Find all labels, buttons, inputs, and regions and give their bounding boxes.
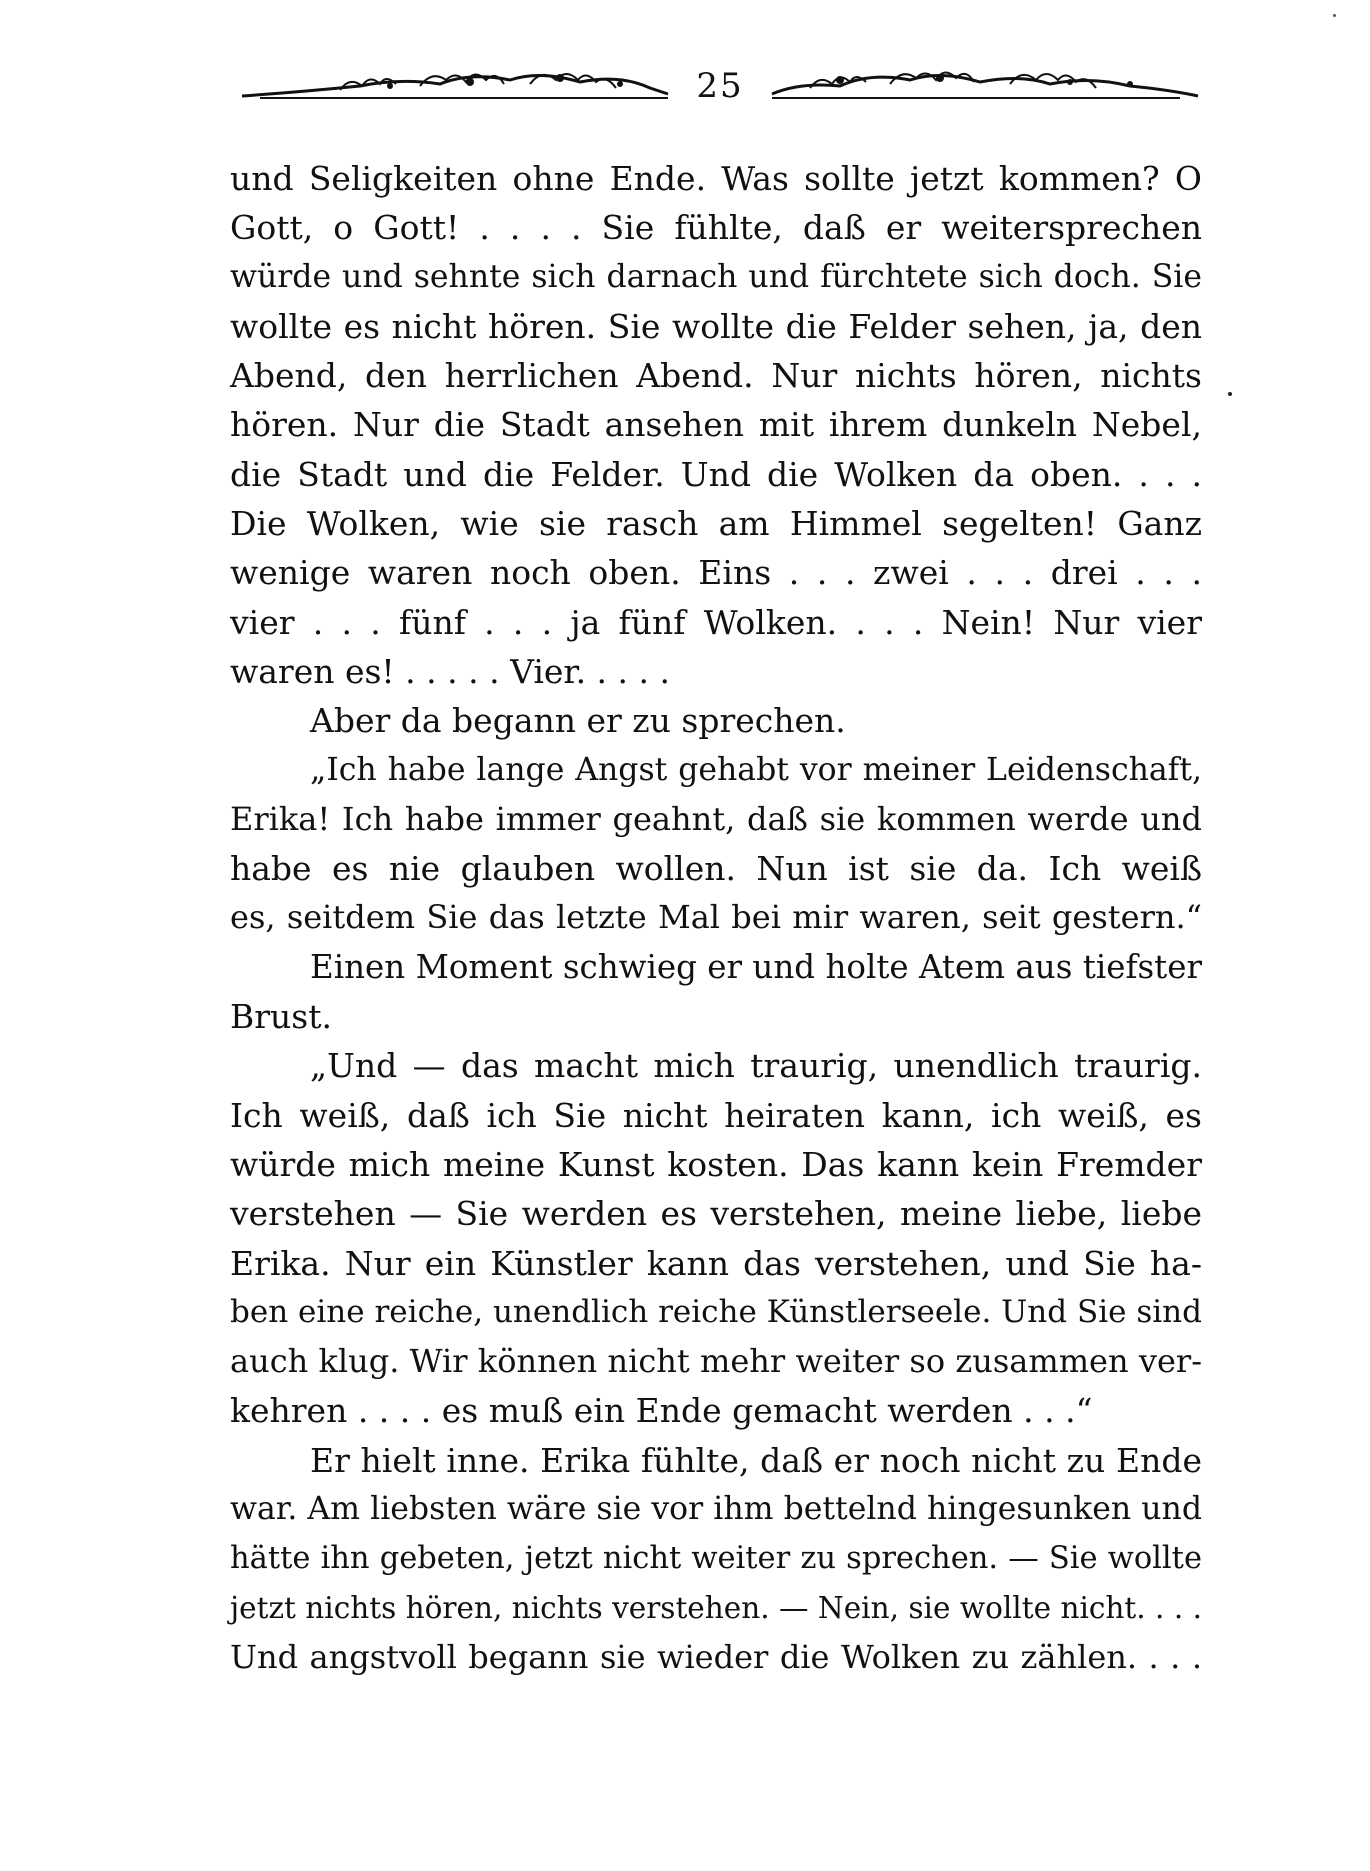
text-line: ben eine reiche, unendlich reiche Künstlerseele. Und Sie sind [230,1293,1202,1330]
text-line: Aber da begann er zu sprechen. [310,701,846,741]
left-vine-ornament-icon [240,62,670,106]
text-line: war. Am liebsten wäre sie vor ihm bettelnd hingesunken und [230,1491,1202,1528]
text-line: „Und — das macht mich traurig, unendlich traurig. [310,1046,1202,1086]
text-line: Brust. [230,997,332,1037]
text-line: vier . . . fünf . . . ja fünf Wolken. . . . Nein! Nur vier [230,602,1202,642]
text-line: es, seitdem Sie das letzte Mal bei mir waren, seit gestern.“ [230,898,1202,937]
text-line: Er hielt inne. Erika fühlte, daß er noch nicht zu Ende [310,1440,1202,1480]
text-line: habe es nie glauben wollen. Nun ist sie da. Ich weiß [230,849,1202,889]
text-line: waren es! . . . . . Vier. . . . . [230,651,670,691]
text-line: hören. Nur die Stadt ansehen mit ihrem dunkeln Nebel, [230,405,1202,445]
text-line: auch klug. Wir können nicht mehr weiter so zusammen ver- [230,1342,1202,1381]
page-number: 25 [696,66,744,106]
text-line: Erika! Ich habe immer geahnt, daß sie kommen werde und [230,799,1202,838]
text-line: Gott, o Gott! . . . . Sie fühlte, daß er weitersprechen [230,208,1202,248]
text-line: Erika. Nur ein Künstler kann das verstehen, und Sie ha- [230,1243,1202,1283]
ink-dot-mark [1228,392,1232,396]
text-line: Abend, den herrlichen Abend. Nur nichts hören, nichts [230,356,1202,396]
text-line: verstehen — Sie werden es verstehen, meine liebe, liebe [230,1194,1202,1234]
right-vine-ornament-icon [770,62,1200,106]
text-line: kehren . . . . es muß ein Ende gemacht werden . . .“ [230,1391,1093,1431]
text-line: Einen Moment schwieg er und holte Atem aus tiefster [310,947,1202,986]
text-line: wollte es nicht hören. Sie wollte die Felder sehen, ja, den [230,306,1202,346]
text-line: jetzt nichts hören, nichts verstehen. — Nein, sie wollte nicht. . . . [230,1590,1202,1625]
text-line: wenige waren noch oben. Eins . . . zwei . . . drei . . . [230,553,1202,593]
text-line: und Seligkeiten ohne Ende. Was sollte jetzt kommen? O [230,159,1202,198]
text-line: würde und sehnte sich darnach und fürchtete sich doch. Sie [230,258,1202,295]
text-line: die Stadt und die Felder. Und die Wolken da oben. . . . [230,454,1202,494]
text-line: „Ich habe lange Angst gehabt vor meiner Leidenschaft, [310,751,1202,788]
text-line: Und angstvoll begann sie wieder die Wolken zu zählen. . . . [230,1637,1202,1676]
text-line: würde mich meine Kunst kosten. Das kann kein Fremder [230,1144,1202,1184]
text-line: Ich weiß, daß ich Sie nicht heiraten kann, ich weiß, es [230,1095,1202,1135]
page-header [240,56,1200,116]
body-text [230,154,1202,1682]
text-line: Die Wolken, wie sie rasch am Himmel segelten! Ganz [230,504,1202,544]
speck-mark [1333,14,1336,17]
text-line: hätte ihn gebeten, jetzt nicht weiter zu sprechen. — Sie wollte [230,1541,1202,1577]
